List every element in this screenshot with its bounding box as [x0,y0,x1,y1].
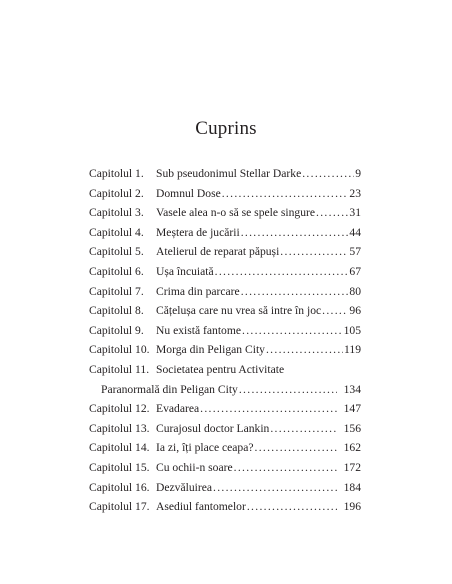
dot-leader [239,380,337,400]
chapter-title: Cu ochii-n soare [156,460,233,474]
chapter-title: Societatea pentru Activitate [156,362,285,376]
chapter-number: Capitolul 5. [89,245,144,259]
chapter-number: Capitolul 1. [89,167,144,180]
page-number: 80 [349,284,361,298]
dot-leader [241,223,349,243]
chapter-title: Ușa încuiată [156,264,214,278]
page-number: 184 [343,480,361,494]
page-number: 105 [343,323,361,337]
dot-leader [242,321,343,341]
chapter-title: Nu există fantome [156,323,241,337]
toc-entry [89,419,361,439]
dot-leader [213,478,337,498]
toc-entry [89,321,361,341]
page-number: 44 [349,225,361,239]
page-number: 31 [349,206,361,220]
toc-entry [89,242,361,262]
chapter-title: Asediul fantomelor [156,500,246,514]
chapter-number: Capitolul 16. [89,480,150,494]
toc-entry [89,340,361,360]
toc-entry [89,497,361,517]
page-number: 57 [349,245,361,259]
chapter-number: Capitolul 12. [89,402,150,416]
chapter-title: Ia zi, îți place ceapa? [156,441,254,455]
toc-entry [89,301,361,321]
page-title: Cuprins [195,118,257,139]
chapter-title: Domnul Dose [156,186,221,200]
chapter-number: Capitolul 9. [89,323,144,337]
chapter-number: Capitolul 10. [89,343,150,357]
chapter-number: Capitolul 7. [89,284,144,298]
toc-entry [89,164,361,184]
page-number: 147 [343,402,361,416]
toc-entry [89,399,361,419]
page-number: 23 [349,186,361,200]
toc-entry [89,458,361,478]
dot-leader [302,164,354,184]
dot-leader [247,497,337,517]
page-number: 172 [343,460,361,474]
page-number: 96 [349,304,361,318]
chapter-number: Capitolul 2. [89,186,144,200]
chapter-title: Vasele alea n-o să se spele singure [156,206,316,220]
toc-entry [89,203,361,223]
dot-leader [255,438,337,458]
dot-leader [270,419,336,439]
chapter-title: Cățelușa care nu vrea să intre în joc [156,304,322,318]
toc-entry [89,360,361,399]
dot-leader [322,301,348,321]
page-number: 196 [343,500,361,514]
dot-leader [215,262,349,282]
chapter-number: Capitolul 11. [89,362,150,376]
chapter-title-continued: Paranormală din Peligan City [101,382,238,396]
chapter-number: Capitolul 17. [89,500,150,514]
dot-leader [222,184,349,204]
chapter-number: Capitolul 14. [89,441,150,455]
chapter-title: Atelierul de reparat păpuși [156,245,280,259]
dot-leader [200,399,336,419]
chapter-number: Capitolul 6. [89,264,144,278]
chapter-title: Sub pseudonimul Stellar Darke [156,167,302,180]
dot-leader [234,458,337,478]
chapter-title: Morga din Peligan City [156,343,265,357]
toc-entry [89,184,361,204]
toc-entry [89,262,361,282]
chapter-title: Curajosul doctor Lankin [156,421,270,435]
chapter-number: Capitolul 15. [89,460,150,474]
page-number: 134 [343,382,361,396]
dot-leader [241,282,349,302]
toc-entry [89,438,361,458]
chapter-title: Dezvăluirea [156,480,212,494]
toc-entry [89,282,361,302]
chapter-number: Capitolul 8. [89,304,144,318]
page-number: 162 [343,441,361,455]
chapter-title: Crima din parcare [156,284,240,298]
dot-leader [266,340,343,360]
toc-entry [89,223,361,243]
chapter-number: Capitolul 4. [89,225,144,239]
chapter-title: Evadarea [156,402,200,416]
table-of-contents [89,164,361,517]
page-number: 119 [344,343,361,357]
chapter-number: Capitolul 3. [89,206,144,220]
chapter-title: Meștera de jucării [156,225,240,239]
chapter-number: Capitolul 13. [89,421,150,435]
page-number: 9 [355,167,361,180]
toc-entry [89,478,361,498]
dot-leader [280,242,348,262]
page-number: 67 [349,264,361,278]
dot-leader [316,203,348,223]
page-number: 156 [343,421,361,435]
